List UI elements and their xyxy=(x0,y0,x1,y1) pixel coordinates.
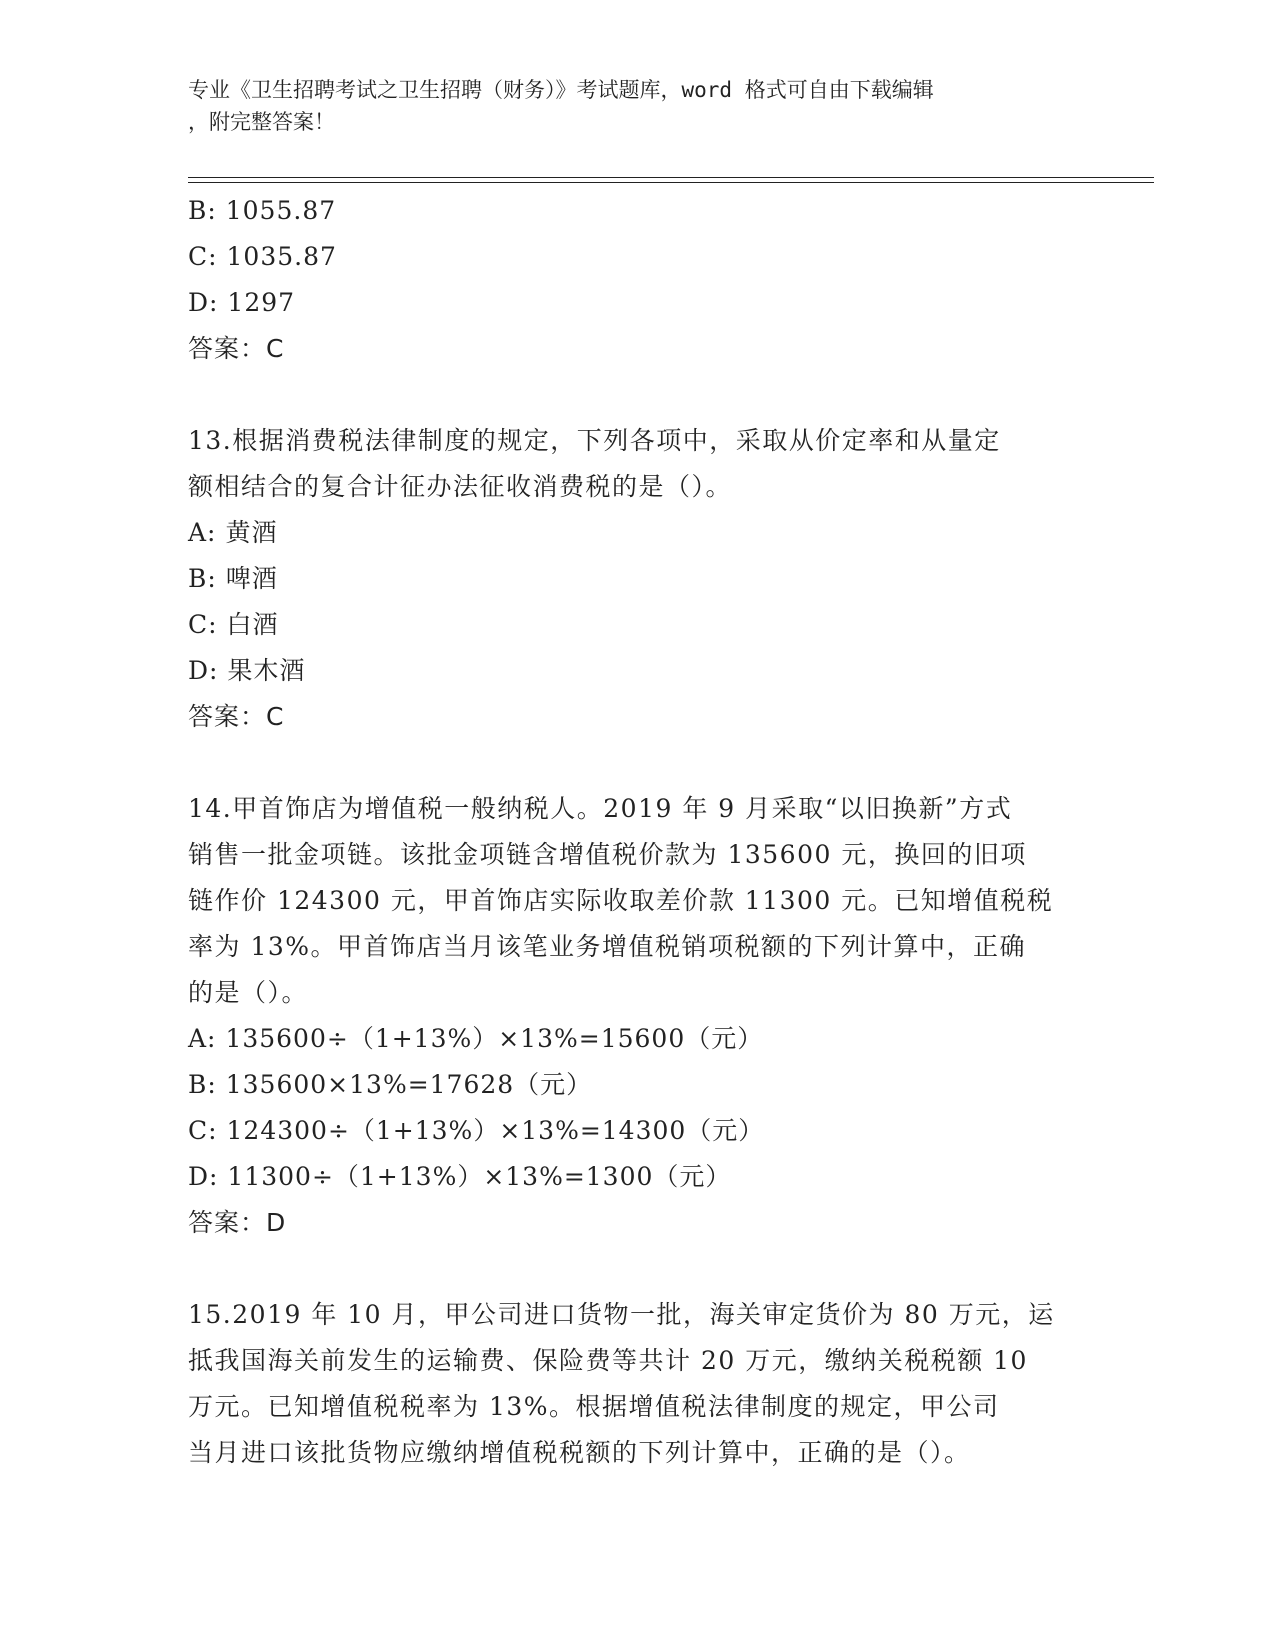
question-12-continued xyxy=(188,188,1118,372)
answer-line: 答案：C xyxy=(188,702,285,731)
question-stem-line: 13.根据消费税法律制度的规定，下列各项中，采取从价定率和从量定 xyxy=(188,426,1001,455)
option-text: 白酒 xyxy=(226,610,279,639)
question-stem-line: 额相结合的复合计征办法征收消费税的是（）。 xyxy=(188,472,733,501)
spacer xyxy=(188,740,1118,786)
header-rule-bottom xyxy=(188,182,1154,183)
option-text: 11300÷（1+13%）×13%=1300（元） xyxy=(227,1162,732,1191)
option-key: C: xyxy=(188,242,218,271)
option-text: 1035.87 xyxy=(226,242,337,271)
header-rule-top xyxy=(188,177,1154,178)
option-key: C: xyxy=(188,1116,218,1145)
option-text: 果木酒 xyxy=(227,656,306,685)
option-b xyxy=(188,556,1118,602)
option-a xyxy=(188,510,1118,556)
option-c xyxy=(188,602,1118,648)
option-key: A: xyxy=(188,518,217,547)
spacer xyxy=(188,1246,1118,1292)
page-header xyxy=(188,74,1088,138)
option-text: 黄酒 xyxy=(225,518,278,547)
option-key: B: xyxy=(188,1070,217,1099)
spacer xyxy=(188,372,1118,418)
option-key: B: xyxy=(188,564,217,593)
answer-line: 答案：C xyxy=(188,334,285,363)
option-c xyxy=(188,1108,1118,1154)
option-b xyxy=(188,188,1118,234)
option-text: 啤酒 xyxy=(225,564,278,593)
question-stem-line: 当月进口该批货物应缴纳增值税税额的下列计算中，正确的是（）。 xyxy=(188,1438,971,1467)
option-text: 1297 xyxy=(227,288,296,317)
question-stem-line: 销售一批金项链。该批金项链含增值税价款为 135600 元，换回的旧项 xyxy=(188,840,1027,869)
question-stem-line: 链作价 124300 元，甲首饰店实际收取差价款 11300 元。已知增值税税 xyxy=(188,886,1054,915)
question-stem-line: 率为 13%。甲首饰店当月该笔业务增值税销项税额的下列计算中，正确 xyxy=(188,932,1027,961)
question-stem-line: 14.甲首饰店为增值税一般纳税人。2019 年 9 月采取“以旧换新”方式 xyxy=(188,794,1013,823)
option-c xyxy=(188,234,1118,280)
option-a xyxy=(188,1016,1118,1062)
question-stem-line: 的是（）。 xyxy=(188,978,309,1007)
question-15 xyxy=(188,1292,1118,1476)
answer-line: 答案：D xyxy=(188,1208,287,1237)
option-d xyxy=(188,1154,1118,1200)
question-stem-line: 万元。已知增值税税率为 13%。根据增值税法律制度的规定，甲公司 xyxy=(188,1392,1000,1421)
option-key: D: xyxy=(188,288,219,317)
header-line-2: ，附完整答案！ xyxy=(188,110,335,134)
question-14 xyxy=(188,786,1118,1246)
option-text: 124300÷（1+13%）×13%=14300（元） xyxy=(226,1116,765,1145)
option-d xyxy=(188,280,1118,326)
option-text: 135600÷（1+13%）×13%=15600（元） xyxy=(225,1024,764,1053)
option-key: D: xyxy=(188,656,219,685)
option-b xyxy=(188,1062,1118,1108)
question-13 xyxy=(188,418,1118,740)
question-stem-line: 抵我国海关前发生的运输费、保险费等共计 20 万元，缴纳关税税额 10 xyxy=(188,1346,1028,1375)
option-key: B: xyxy=(188,196,217,225)
option-key: A: xyxy=(188,1024,217,1053)
document-body xyxy=(188,188,1118,1476)
option-key: D: xyxy=(188,1162,219,1191)
option-d xyxy=(188,648,1118,694)
option-key: C: xyxy=(188,610,218,639)
question-stem-line: 15.2019 年 10 月，甲公司进口货物一批，海关审定货价为 80 万元，运 xyxy=(188,1300,1055,1329)
header-line-1: 专业《卫生招聘考试之卫生招聘（财务）》考试题库，word 格式可自由下载编辑 xyxy=(188,78,934,102)
option-text: 135600×13%=17628（元） xyxy=(225,1070,593,1099)
option-text: 1055.87 xyxy=(225,196,337,225)
